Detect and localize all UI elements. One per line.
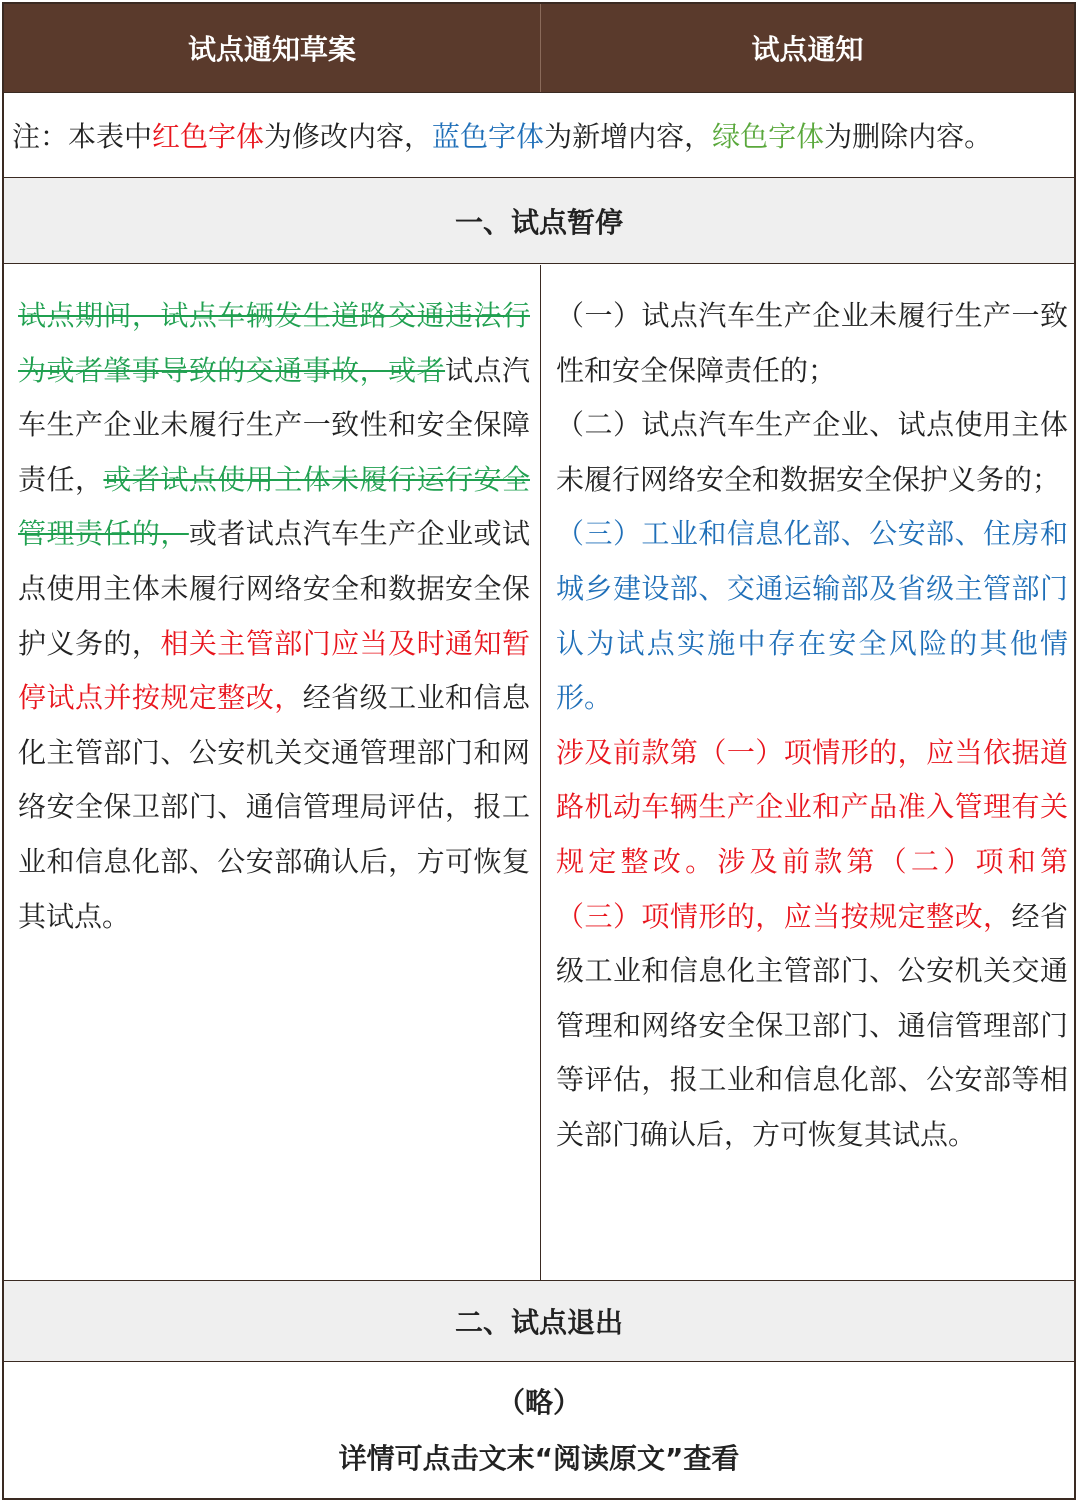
- header-draft: 试点通知草案: [4, 4, 541, 92]
- deleted-text-1: 试点期间，试点车辆发生道路交通违法行为或者肇事导致的交通事故，或者: [18, 299, 530, 387]
- final-column: [541, 265, 1074, 1280]
- note-mid1: 为修改内容，: [264, 120, 433, 153]
- deleted-text-2: 或者试点使用主体未履行运行安全管理责任的，: [18, 462, 530, 551]
- note-green-label: 绿色字体: [712, 120, 825, 153]
- header-final: 试点通知: [751, 33, 864, 66]
- note-blue-label: 蓝色字体: [432, 120, 545, 153]
- draft-text-1: 试点汽车生产企业未履行生产一致性和安全保障责任，: [18, 353, 530, 496]
- draft-text-3: 经省级工业和信息化主管部门、公安机关交通管理部门和网络安全保卫部门、通信管理局评估，报工业和信息化部、公安部确认后，方可恢复其试点。: [18, 681, 530, 933]
- modified-text-1: 相关主管部门应当及时通知暂停试点并按规定整改，: [18, 626, 530, 715]
- section-exit-title: 二、试点退出: [4, 1280, 1074, 1362]
- final-text: 经省级工业和信息化主管部门、公安机关交通管理和网络安全保卫部门、通信管理部门等评估，报工业和信息化部、公安部等相关部门确认后，方可恢复其试点。: [556, 899, 1068, 1151]
- final-item-1: （一）试点汽车生产企业未履行生产一致性和安全保障责任的；: [556, 299, 1068, 387]
- final-item-2: （二）试点汽车生产企业、试点使用主体未履行网络安全和数据安全保护义务的；: [556, 408, 1068, 496]
- comparison-table: [2, 2, 1076, 1500]
- final-item-3-added: （三）工业和信息化部、公安部、住房和城乡建设部、交通运输部及省级主管部门认为试点实施中存在安全风险的其他情形。: [556, 517, 1068, 715]
- note-suffix: 为删除内容。: [824, 120, 993, 153]
- note-prefix: 注：本表中: [12, 120, 153, 153]
- section-pause-title: 一、试点暂停: [4, 178, 1074, 264]
- final-paragraph: [556, 726, 1068, 1163]
- table-header: [4, 4, 1074, 92]
- section-exit-body: [4, 1362, 1074, 1500]
- section-pause-body: [4, 265, 1074, 1280]
- draft-column: [4, 265, 541, 1280]
- legend-note: [4, 92, 1074, 178]
- draft-text-2: 或者试点汽车生产企业或试点使用主体未履行网络安全和数据安全保护义务的，: [18, 517, 530, 660]
- modified-text-2: 涉及前款第（一）项情形的，应当依据道路机动车辆生产企业和产品准入管理有关规定整改。涉及前款第（二）项和第（三）项情形的，应当按规定整改，: [556, 735, 1068, 933]
- draft-paragraph: [18, 289, 530, 944]
- note-red-label: 红色字体: [152, 120, 265, 153]
- note-mid2: 为新增内容，: [544, 120, 713, 153]
- read-original-hint: 详情可点击文末“阅读原文”查看: [338, 1442, 740, 1475]
- omitted-label: （略）: [496, 1386, 581, 1419]
